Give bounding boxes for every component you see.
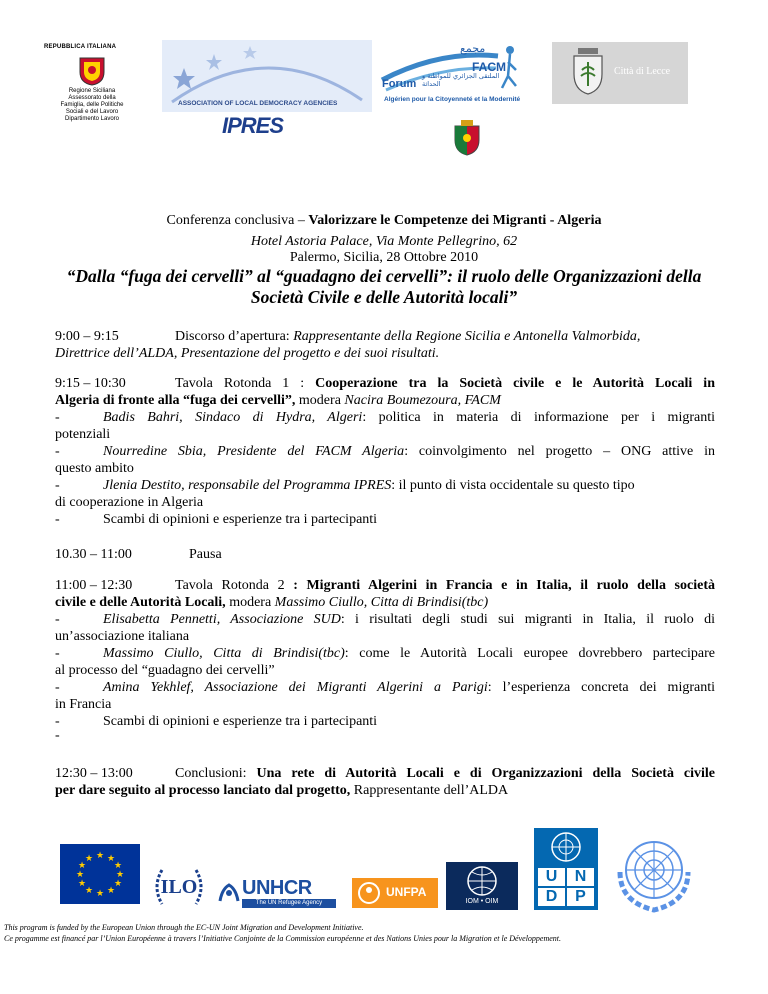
undp-letter: D <box>538 888 565 906</box>
lecce-label: Città di Lecce <box>614 66 671 77</box>
svg-text:★: ★ <box>95 889 105 899</box>
iom-globe-icon <box>446 864 518 900</box>
sicilia-line: Assessorato della <box>68 95 116 101</box>
alda-logo <box>162 40 372 112</box>
session-title: per dare seguito al processo lanciato dal progetto, <box>55 783 354 798</box>
alda-label: ASSOCIATION OF LOCAL DEMOCRACY AGENCIES <box>178 100 338 107</box>
list-dash: - <box>55 646 60 661</box>
list-dash: - <box>55 478 60 493</box>
session-label: Tavola Rotonda 2 <box>175 578 294 593</box>
ipres-logo: IPRES <box>222 113 284 138</box>
svg-text:★: ★ <box>84 886 94 896</box>
speaker: Amina Yekhlef, Associazione dei Migranti Algerini a Parigi <box>103 680 488 695</box>
session-time: 9:15 – 10:30 <box>55 376 126 391</box>
list-dash: - <box>55 410 60 425</box>
topic: : coinvolgimento nel progetto – ONG attive in <box>404 444 715 459</box>
event-date: Palermo, Sicilia, 28 Ottobre 2010 <box>289 250 479 265</box>
svg-text:★: ★ <box>77 879 87 889</box>
undp-letter: P <box>567 888 594 906</box>
eu-flag-icon <box>60 844 140 904</box>
topic: : i risultati degli studi sui migranti in Italia, il ruolo di <box>340 612 715 627</box>
facm-subtitle: Algérien pour la Citoyenneté et la Modernité <box>384 96 521 103</box>
session-break <box>55 546 715 563</box>
page-title-line-2: Società Civile e delle Autorità locali” <box>250 287 518 307</box>
unhcr-subtitle: The UN Refugee Agency <box>242 899 336 908</box>
speaker: Massimo Ciullo, Citta di Brindisi(tbc) <box>103 646 345 661</box>
session-roundtable-1 <box>55 375 715 528</box>
speaker: Jlenia Destito, responsabile del Programma IPRES <box>103 478 392 493</box>
ilo-logo <box>150 866 208 908</box>
moderator-name: Massimo Ciullo, Citta di Brindisi(tbc) <box>274 595 489 610</box>
conference-prefix: Conferenza conclusiva – <box>166 213 309 228</box>
speaker: Badis Bahri, Sindaco di Hydra, Algeri <box>103 410 363 425</box>
page-title-line-1: “Dalla “fuga dei cervelli” al “guadagno dei cervelli”: il ruolo delle Organizzazioni della <box>66 266 702 286</box>
list-item-cont: un’associazione italiana <box>55 629 190 644</box>
moderator-name: Nacira Boumezoura, FACM <box>344 393 501 408</box>
list-item-cont: questo ambito <box>55 461 134 476</box>
unhcr-label: UNHCR <box>242 877 312 899</box>
session-time: 9:00 – 9:15 <box>55 329 119 344</box>
conference-line <box>40 212 728 229</box>
topic: : politica in materia di informazione per i migranti <box>362 410 715 425</box>
unhcr-hands-icon <box>218 881 240 903</box>
svg-text:★: ★ <box>113 861 123 871</box>
session-title: civile e delle Autorità Locali, <box>55 595 230 610</box>
speaker: Nourredine Sbia, Presidente del FACM Algeria <box>103 444 405 459</box>
topic: : l’esperienza concreta dei migranti <box>487 680 715 695</box>
page-title <box>40 266 728 308</box>
regione-sicilia-logo <box>44 44 144 134</box>
facm-arabic-2: الملتقى الجزائري للمواطنة و الحداثة <box>422 72 500 88</box>
list-dash: - <box>55 728 60 743</box>
session-conclusions <box>55 765 715 799</box>
session-label: Pausa <box>189 547 222 562</box>
iom-label: IOM • OIM <box>465 898 499 905</box>
session-title: Cooperazione tra la Società civile e le Autorità Locali in <box>315 376 715 391</box>
topic: Scambi di opinioni e esperienze tra i partecipanti <box>103 512 378 527</box>
ilo-label: ILO <box>160 876 198 898</box>
list-dash: - <box>55 714 60 729</box>
list-item-cont: al processo del “guadagno dei cervelli” <box>55 663 275 678</box>
repubblica-label: REPUBBLICA ITALIANA <box>44 44 117 50</box>
list-dash: - <box>55 444 60 459</box>
session-opening <box>55 328 715 362</box>
list-item-cont: in Francia <box>55 697 112 712</box>
svg-text:★: ★ <box>106 886 116 896</box>
svg-text:★: ★ <box>95 851 105 861</box>
list-item <box>55 645 715 662</box>
session-title: : Migranti Algerini in Francia e in Italia, il ruolo della società <box>293 578 715 593</box>
list-item <box>55 409 715 426</box>
topic: Scambi di opinioni e esperienze tra i partecipanti <box>103 714 378 729</box>
svg-text:★: ★ <box>75 870 85 880</box>
undp-letter: U <box>538 868 565 886</box>
moderator-label: modera <box>229 595 275 610</box>
facm-logo <box>380 40 550 112</box>
list-dash: - <box>55 512 60 527</box>
undp-letter: N <box>567 868 594 886</box>
sicilia-line: Dipartimento Lavoro <box>64 116 120 122</box>
session-text: Direttrice dell’ALDA, Presentazione del progetto e dei suoi risultati. <box>55 346 440 361</box>
list-item <box>55 477 715 494</box>
list-item-cont: di cooperazione in Algeria <box>55 495 204 510</box>
footer-line-1: This program is funded by the European Union through the EC-UN Joint Migration and Development Initiative. <box>4 923 364 932</box>
session-time: 11:00 – 12:30 <box>55 578 133 593</box>
session-text: Rappresentante della Regione Sicilia e Antonella Valmorbida, <box>293 329 641 344</box>
facm-forum: Forum <box>382 78 417 90</box>
sicilia-line: Regione Siciliana <box>68 88 116 94</box>
crest-icon <box>452 120 482 156</box>
session-label: Discorso d’apertura: <box>175 329 294 344</box>
iom-logo <box>446 862 518 910</box>
unfpa-label: UNFPA <box>386 885 427 899</box>
speaker: Elisabetta Pennetti, Associazione SUD <box>103 612 341 627</box>
sicilia-line: Famiglia, delle Politiche <box>60 102 124 108</box>
session-label: Conclusioni: <box>175 766 257 781</box>
svg-text:★: ★ <box>84 854 94 864</box>
svg-text:★: ★ <box>113 879 123 889</box>
un-emblem-icon <box>534 828 598 866</box>
svg-text:★: ★ <box>77 861 87 871</box>
svg-text:★: ★ <box>106 854 116 864</box>
moderator-label: modera <box>298 393 345 408</box>
topic: : il punto di vista occidentale su questo tipo <box>391 478 635 493</box>
list-dash: - <box>55 612 60 627</box>
session-title: Algeria di fronte alla “fuga dei cervelli”, <box>55 393 299 408</box>
lecce-shield-icon <box>568 48 608 96</box>
unfpa-emblem-icon <box>356 880 382 906</box>
sicilia-line: Sociali e del Lavoro <box>65 109 119 115</box>
sicilia-shield-icon <box>78 56 106 86</box>
svg-text:★: ★ <box>115 870 125 880</box>
session-label: Tavola Rotonda 1 : <box>175 376 316 391</box>
venue: Hotel Astoria Palace, Via Monte Pellegrino, 62 <box>250 234 518 249</box>
session-time: 10.30 – 11:00 <box>55 547 132 562</box>
list-item <box>55 679 715 696</box>
unfpa-logo <box>352 878 438 908</box>
session-time: 12:30 – 13:00 <box>55 766 133 781</box>
session-title: Una rete di Autorità Locali e di Organizzazioni della Società civile <box>256 766 715 781</box>
lecce-logo <box>552 42 688 104</box>
conference-title: Valorizzare le Competenze dei Migranti - Algeria <box>308 213 602 228</box>
facm-name: FACM <box>472 60 506 74</box>
session-roundtable-2 <box>55 577 715 742</box>
footer-line-2: Ce progamme est financé par l’Union Européenne à travers l’Initiative Conjointe de la Commission européenne et des Nations Unies pour la Migration et le Développement. <box>4 934 562 943</box>
footer-note <box>4 922 764 944</box>
list-item <box>55 611 715 628</box>
list-item-cont: potenziali <box>55 427 111 442</box>
un-emblem-icon <box>612 830 696 914</box>
list-item <box>55 511 715 528</box>
list-item <box>55 443 715 460</box>
unhcr-logo <box>216 879 336 907</box>
session-text: Rappresentante dell’ALDA <box>353 783 509 798</box>
undp-logo <box>534 828 598 910</box>
topic: : come le Autorità Locali europee dovrebbero partecipare <box>344 646 715 661</box>
list-item <box>55 713 715 730</box>
list-dash: - <box>55 680 60 695</box>
facm-arabic: مجمع <box>460 42 486 55</box>
